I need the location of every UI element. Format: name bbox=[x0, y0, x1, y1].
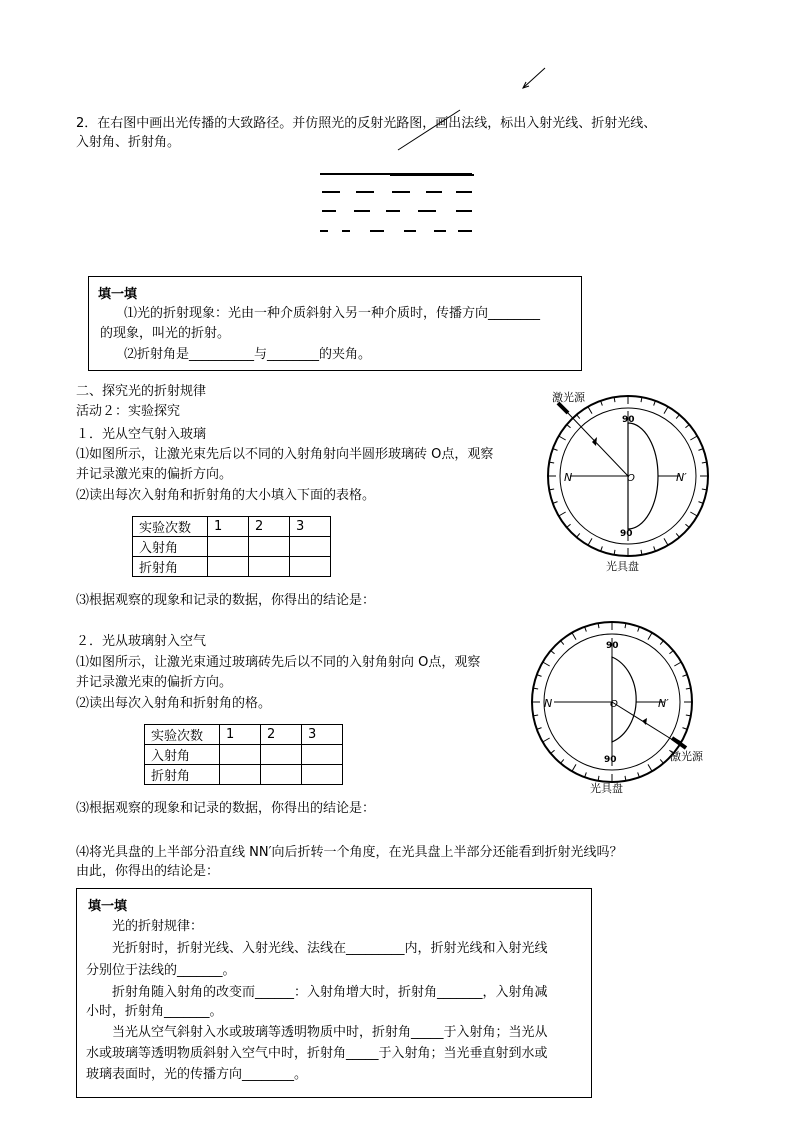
fig1-laser-label: 激光源 bbox=[552, 391, 585, 404]
q2-line1: 2．在右图中画出光传播的大致路径。并仿照光的反射光路图，画出法线，标出入射光线、折射光线、 bbox=[76, 116, 657, 131]
part2-table bbox=[144, 724, 343, 785]
fill-2-line6: 当光从空气斜射入水或玻璃等透明物质中时，折射角_____于入射角；当光从 bbox=[112, 1025, 548, 1040]
table-cell[interactable] bbox=[249, 557, 290, 577]
part2-line1: ⑴如图所示，让激光束通过玻璃砖先后以不同的入射角射向 O点，观察 bbox=[76, 655, 481, 670]
table-cell[interactable] bbox=[302, 745, 343, 765]
table-header-cell: 3 bbox=[302, 725, 343, 745]
q4-line1: ⑷将光具盘的上半部分沿直线 NN′向后折转一个角度，在光具盘上半部分还能看到折射光线吗？ bbox=[76, 845, 623, 860]
table-header-cell: 2 bbox=[261, 725, 302, 745]
fill-2-line4: 折射角随入射角的改变而______：入射角增大时，折射角_______，入射角减 bbox=[112, 985, 548, 1000]
fig1-bottom-label: 90 bbox=[620, 529, 633, 539]
table-cell[interactable] bbox=[290, 557, 331, 577]
table-cell[interactable] bbox=[261, 765, 302, 785]
table-row-label: 折射角 bbox=[145, 765, 220, 785]
part2-conclusion: ⑶根据观察的现象和记录的数据，你得出的结论是： bbox=[76, 801, 376, 816]
water-lines bbox=[316, 165, 486, 240]
section-heading: 二、探究光的折射规律 bbox=[76, 384, 207, 399]
activity-heading: 活动２：实验探究 bbox=[76, 404, 181, 419]
q2-line2: 入射角、折射角。 bbox=[76, 135, 181, 150]
fill-2-line8: 玻璃表面时，光的传播方向________。 bbox=[86, 1067, 308, 1082]
part2-line2: 并记录激光束的偏折方向。 bbox=[76, 675, 233, 690]
table-cell[interactable] bbox=[249, 537, 290, 557]
table-row-label: 入射角 bbox=[145, 745, 220, 765]
fig2-caption: 光具盘 bbox=[590, 782, 623, 795]
fig2-o-label: O bbox=[610, 699, 618, 710]
table-cell[interactable] bbox=[261, 745, 302, 765]
fill-1-line2: 的现象，叫光的折射。 bbox=[100, 326, 231, 341]
fig1-top-label: 90 bbox=[622, 415, 635, 425]
fill-2-line7: 水或玻璃等透明物质斜射入空气中时，折射角_____于入射角；当光垂直射到水或 bbox=[86, 1046, 548, 1061]
fig1-n-label: N bbox=[564, 471, 573, 484]
part1-line2: 并记录激光束的偏折方向。 bbox=[76, 467, 233, 482]
fill-1-line3: ⑵折射角是__________与________的夹角。 bbox=[124, 347, 372, 362]
fig1-n-prime-label: N′ bbox=[676, 471, 687, 484]
fig2-n-prime-label: N′ bbox=[658, 697, 669, 710]
fill-1-title: 填一填 bbox=[98, 287, 138, 302]
optical-disc-figure-1 bbox=[530, 385, 710, 575]
fill-2-line2: 光折射时，折射光线、入射光线、法线在_________内，折射光线和入射光线 bbox=[112, 941, 548, 956]
part2-line3: ⑵读出每次入射角和折射角的格。 bbox=[76, 696, 272, 711]
q4-line2: 由此，你得出的结论是： bbox=[76, 864, 220, 879]
part2-title: ２．光从玻璃射入空气 bbox=[76, 634, 207, 649]
fill-2-line1: 光的折射规律： bbox=[112, 919, 204, 934]
fill-2-title: 填一填 bbox=[88, 899, 128, 914]
fill-2-line5: 小时，折射角_______。 bbox=[86, 1004, 223, 1019]
table-header-cell: 实验次数 bbox=[145, 725, 220, 745]
part1-line3: ⑵读出每次入射角和折射角的大小填入下面的表格。 bbox=[76, 488, 376, 503]
fill-2-line3: 分别位于法线的_______。 bbox=[86, 963, 236, 978]
fig1-o-label: O bbox=[627, 473, 635, 484]
optical-disc-figure-2 bbox=[526, 620, 716, 800]
table-header-cell: 3 bbox=[290, 517, 331, 537]
table-cell[interactable] bbox=[302, 765, 343, 785]
table-header-cell: 2 bbox=[249, 517, 290, 537]
part1-title: １．光从空气射入玻璃 bbox=[76, 427, 207, 442]
table-cell[interactable] bbox=[220, 765, 261, 785]
table-cell[interactable] bbox=[290, 537, 331, 557]
table-header-cell: 1 bbox=[208, 517, 249, 537]
fill-1-line1: ⑴光的折射现象：光由一种介质斜射入另一种介质时，传播方向________ bbox=[124, 306, 541, 321]
part1-line1: ⑴如图所示，让激光束先后以不同的入射角射向半圆形玻璃砖 O点，观察 bbox=[76, 447, 494, 462]
table-row-label: 折射角 bbox=[133, 557, 208, 577]
fig2-laser-label: 激光源 bbox=[670, 750, 703, 763]
fig1-caption: 光具盘 bbox=[606, 560, 639, 573]
part1-conclusion: ⑶根据观察的现象和记录的数据，你得出的结论是： bbox=[76, 593, 376, 608]
part1-table bbox=[132, 516, 331, 577]
table-header-cell: 实验次数 bbox=[133, 517, 208, 537]
table-cell[interactable] bbox=[208, 557, 249, 577]
table-row-label: 入射角 bbox=[133, 537, 208, 557]
fig2-top-label: 90 bbox=[606, 641, 619, 651]
fig2-n-label: N bbox=[544, 697, 553, 710]
table-header-cell: 1 bbox=[220, 725, 261, 745]
fig2-bottom-label: 90 bbox=[604, 755, 617, 765]
table-cell[interactable] bbox=[208, 537, 249, 557]
table-cell[interactable] bbox=[220, 745, 261, 765]
